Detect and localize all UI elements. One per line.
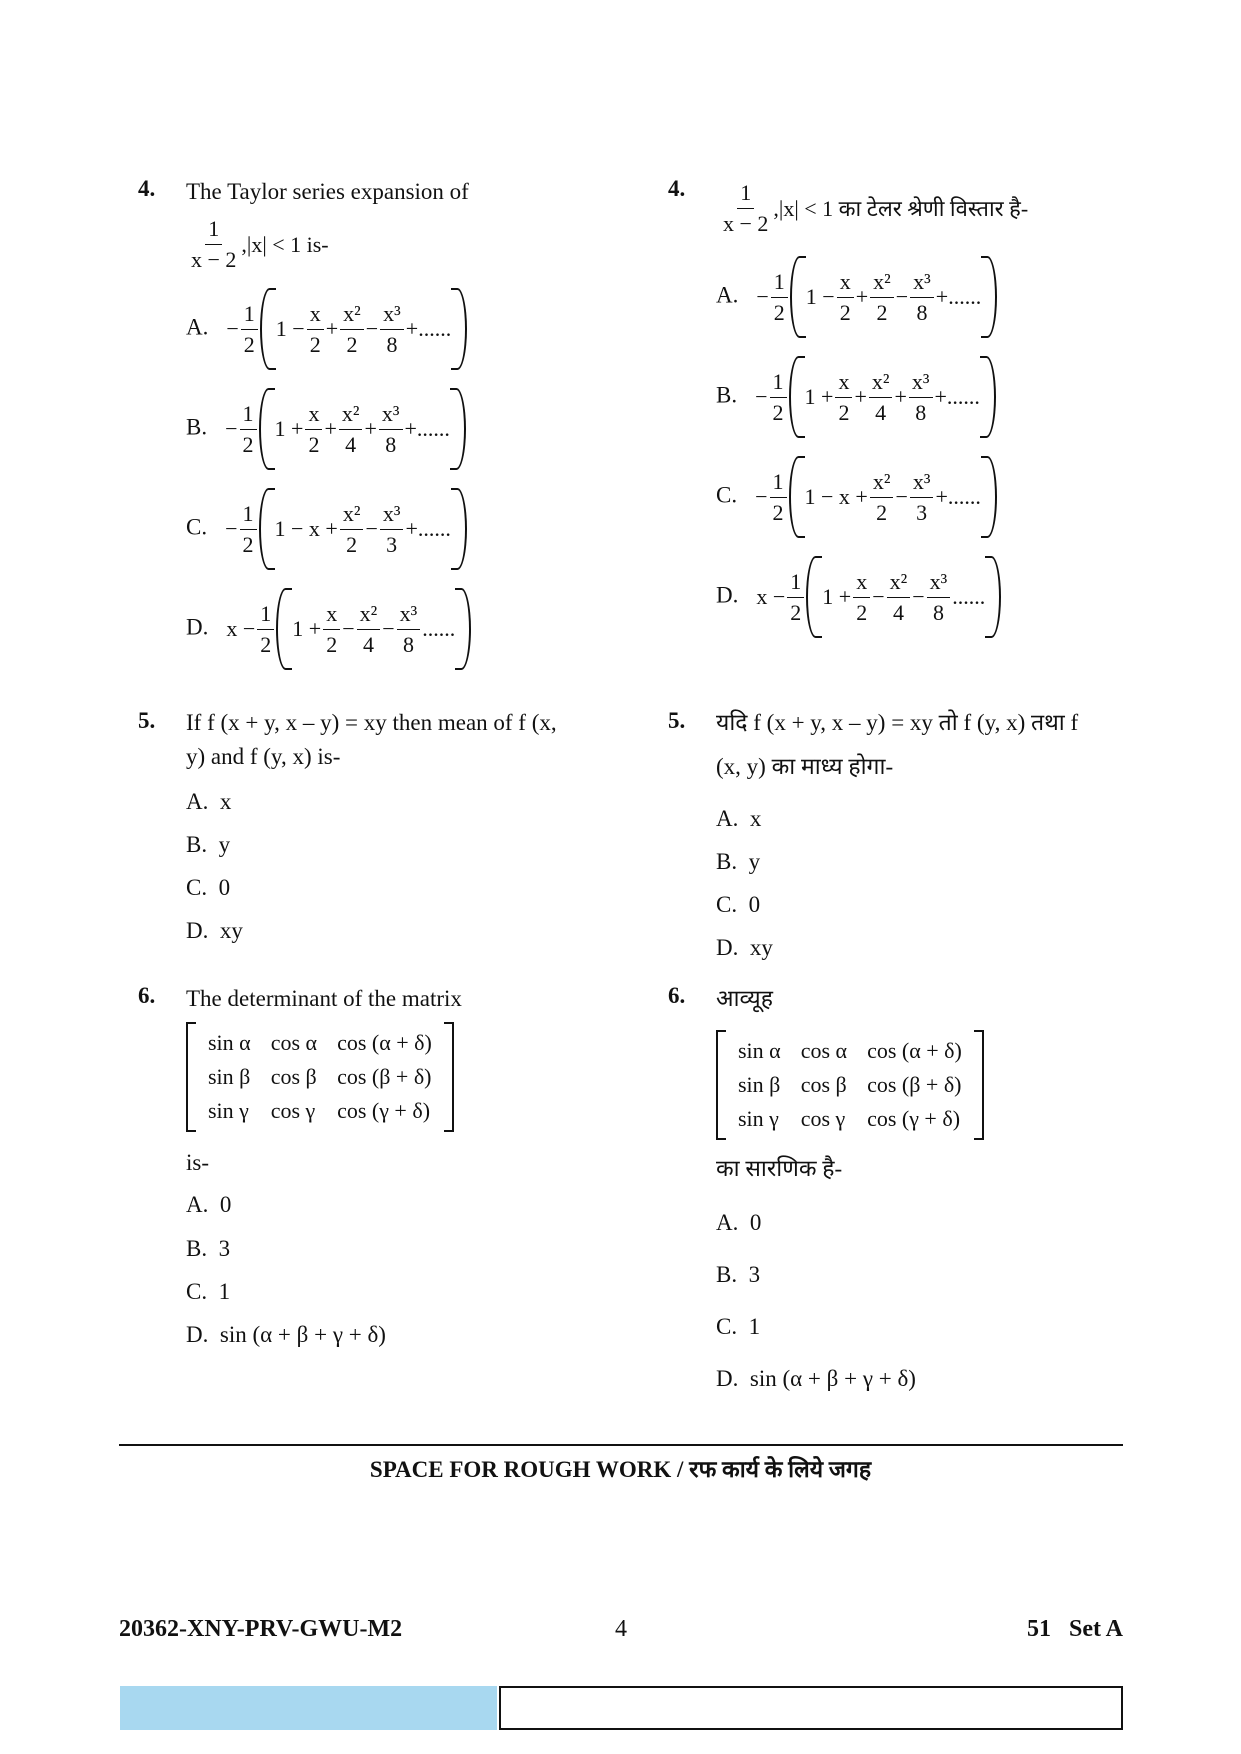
q4-option-a[interactable]: A. − $\frac{1}{2}$ 1 − $\frac{x}{2}$ + $\frac{\text{x²}}{2}$ − $\frac{\text{x³}}{8}$ +...... <box>186 288 467 370</box>
rq6-matrix <box>716 1030 984 1145</box>
matrix-cell: cos (γ + δ) <box>337 1098 431 1123</box>
matrix-cell: cos (γ + δ) <box>867 1106 961 1131</box>
rq4-frac-den: x − 2 <box>723 211 769 236</box>
matrix-cell: cos γ <box>270 1098 316 1123</box>
matrix-cell: cos (α + δ) <box>867 1038 962 1063</box>
rq6-option-b[interactable]: B. 3 <box>716 1262 761 1287</box>
q4-fraction: $\frac{1}{x - 2}$ , |x| < 1 is- <box>186 212 329 275</box>
rq4-number: 4. <box>668 176 686 201</box>
matrix-cell: cos β <box>270 1064 317 1089</box>
q4-frac-den: x − 2 <box>191 247 237 272</box>
matrix-cell: sin β <box>208 1064 251 1089</box>
q6-matrix <box>186 1022 454 1137</box>
footer-color-band <box>120 1686 497 1730</box>
q4-option-b[interactable]: B. − $\frac{1}{2}$ 1 + $\frac{x}{2}$ + $\frac{\text{x²}}{4}$ + $\frac{\text{x³}}{8}$ +...... <box>186 388 466 470</box>
q5-option-a[interactable]: A. x <box>186 789 232 814</box>
q4-text: The Taylor series expansion of <box>186 179 469 204</box>
matrix-cell: cos (α + δ) <box>337 1030 432 1055</box>
footer-code: 20362-XNY-PRV-GWU-M2 <box>119 1616 403 1642</box>
rq5-option-b[interactable]: B. y <box>716 849 761 874</box>
rq4-option-b[interactable]: B. − $\frac{1}{2}$ 1 + $\frac{x}{2}$ + $\frac{\text{x²}}{4}$ + $\frac{\text{x³}}{8}$ +...... <box>716 356 996 438</box>
q4-frac-num: 1 <box>205 214 222 245</box>
footer-blank-box <box>499 1686 1123 1730</box>
q5-option-c[interactable]: C. 0 <box>186 875 231 900</box>
rq5-option-a[interactable]: A. x <box>716 806 762 831</box>
q6-after: is- <box>186 1150 209 1175</box>
matrix-cell: sin β <box>738 1072 781 1097</box>
q4-option-c[interactable]: C. − $\frac{1}{2}$ 1 − x + $\frac{\text{x²}}{2}$ − $\frac{\text{x³}}{3}$ +...... <box>186 488 467 570</box>
rq5-line2: (x, y) का माध्य होगा- <box>716 754 894 779</box>
q6-option-b[interactable]: B. 3 <box>186 1236 231 1261</box>
matrix-cell: cos β <box>800 1072 847 1097</box>
rq6-number: 6. <box>668 983 686 1008</box>
q5-number: 5. <box>138 708 156 733</box>
rq4-frac-num: 1 <box>737 178 754 209</box>
matrix-cell: cos (β + δ) <box>867 1072 962 1097</box>
matrix-cell: sin γ <box>738 1106 779 1131</box>
q6-number: 6. <box>138 983 156 1008</box>
q6-option-a[interactable]: A. 0 <box>186 1192 232 1217</box>
q6-text: The determinant of the matrix <box>186 986 462 1011</box>
rq4-text: $\frac{1}{x - 2}$ , |x| < 1 का टेलर श्रेणी विस्तार है- <box>718 176 1028 239</box>
rq5-option-c[interactable]: C. 0 <box>716 892 761 917</box>
matrix-cell: sin α <box>738 1038 781 1063</box>
q6-option-c[interactable]: C. 1 <box>186 1279 231 1304</box>
rq5-option-d[interactable]: D. xy <box>716 935 773 960</box>
matrix-cell: cos α <box>270 1030 318 1055</box>
rq4-option-c[interactable]: C. − $\frac{1}{2}$ 1 − x + $\frac{\text{x²}}{2}$ − $\frac{\text{x³}}{3}$ +...... <box>716 456 997 538</box>
matrix-cell: cos α <box>800 1038 848 1063</box>
rq4-cond: |x| < 1 का टेलर श्रेणी विस्तार है- <box>778 195 1029 221</box>
q5-line1: If f (x + y, x – y) = xy then mean of f (x, <box>186 710 557 735</box>
rq6-after: का सारणिक है- <box>716 1156 843 1181</box>
matrix-cell: cos (β + δ) <box>337 1064 432 1089</box>
rq4-option-d[interactable]: D. x − $\frac{1}{2}$ 1 + $\frac{x}{2}$ − $\frac{\text{x²}}{4}$ − $\frac{\text{x³}}{8}$ ...... <box>716 556 1001 638</box>
matrix-cell: sin α <box>208 1030 251 1055</box>
matrix-cell: cos γ <box>800 1106 846 1131</box>
q4-option-d[interactable]: D. x − $\frac{1}{2}$ 1 + $\frac{x}{2}$ − $\frac{\text{x²}}{4}$ − $\frac{\text{x³}}{8}$ ...... <box>186 588 471 670</box>
rq4-option-a[interactable]: A. − $\frac{1}{2}$ 1 − $\frac{x}{2}$ + $\frac{\text{x²}}{2}$ − $\frac{\text{x³}}{8}$ +...... <box>716 256 997 338</box>
rq6-option-a[interactable]: A. 0 <box>716 1210 762 1235</box>
divider-rule <box>119 1444 1123 1446</box>
q5-option-d[interactable]: D. xy <box>186 918 243 943</box>
rq6-option-d[interactable]: D. sin (α + β + γ + δ) <box>716 1366 916 1391</box>
rq6-text: आव्यूह <box>716 986 773 1011</box>
footer-set: 51 Set A <box>1027 1616 1123 1642</box>
rq5-line1: यदि f (x + y, x – y) = xy तो f (y, x) तथा f <box>716 710 1079 735</box>
q4-cond: |x| < 1 is- <box>246 231 329 257</box>
footer-page-number: 4 <box>615 1616 627 1642</box>
matrix-cell: sin γ <box>208 1098 249 1123</box>
rq6-option-c[interactable]: C. 1 <box>716 1314 761 1339</box>
q6-option-d[interactable]: D. sin (α + β + γ + δ) <box>186 1322 386 1347</box>
q5-line2: y) and f (y, x) is- <box>186 744 341 769</box>
q4-number: 4. <box>138 176 156 201</box>
rough-work-heading: SPACE FOR ROUGH WORK / रफ कार्य के लिये जगह <box>369 1457 872 1482</box>
q5-option-b[interactable]: B. y <box>186 832 231 857</box>
rq5-number: 5. <box>668 708 686 733</box>
